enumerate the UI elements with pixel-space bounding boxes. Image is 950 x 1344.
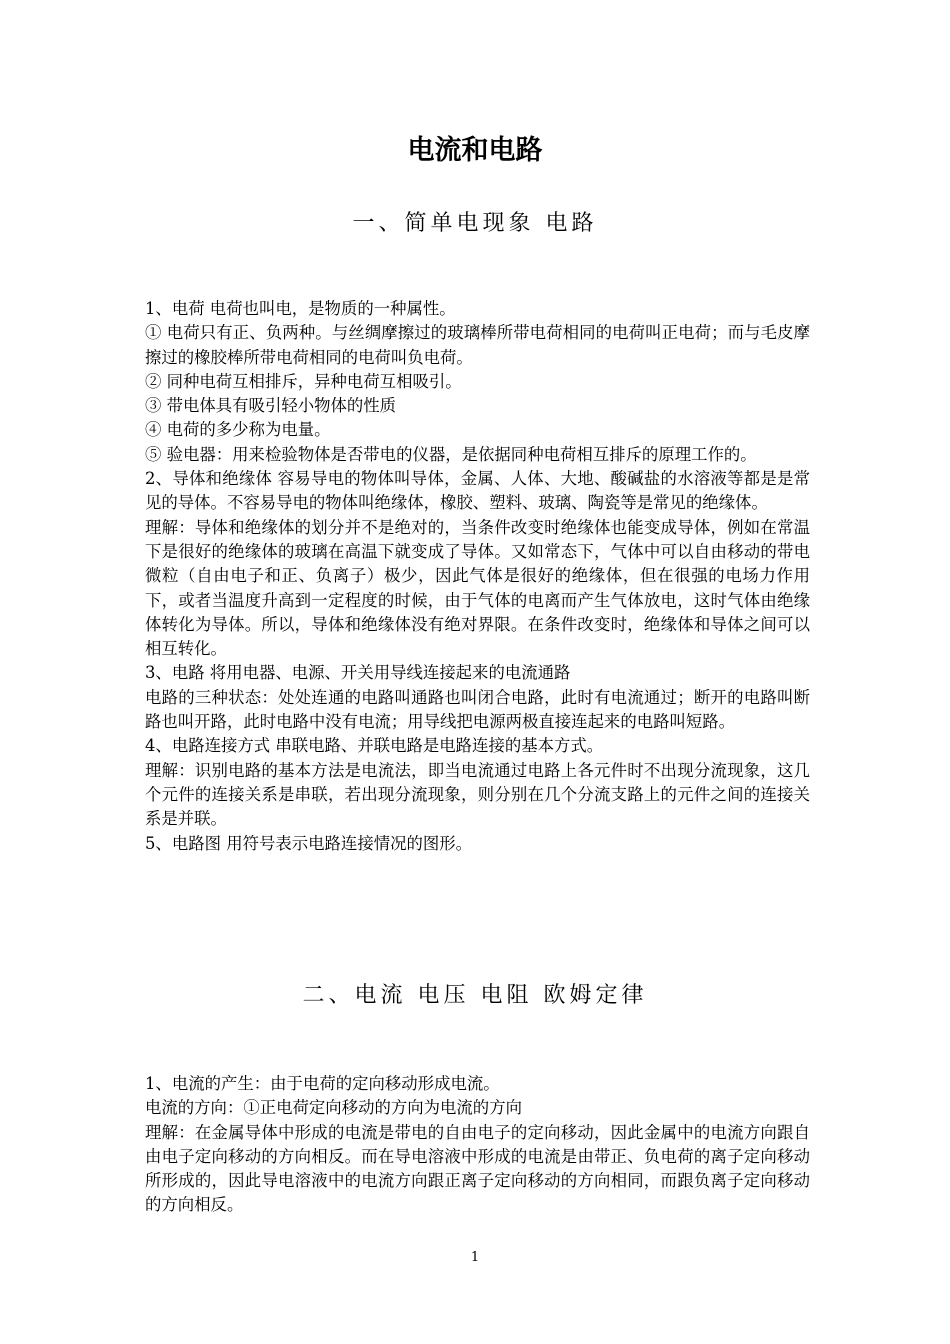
section-2-body <box>145 1072 810 1218</box>
paragraph-current-understanding: 理解：在金属导体中形成的电流是带电的自由电子的定向移动，因此金属中的电流方向跟自由电子定向移动的方向相反。而在导电溶液中形成的电流是由带正、负电荷的离子定向移动所形成的，因此导电溶液中的电流方向跟正离子定向移动的方向相同，而跟负离子定向移动的方向相反。 <box>145 1122 810 1215</box>
paragraph-conductor-understanding: 理解：导体和绝缘体的划分并不是绝对的，当条件改变时绝缘体也能变成导体，例如在常温下是很好的绝缘体的玻璃在高温下就变成了导体。又如常态下，气体中可以自由移动的带电微粒（自由电子和正、负离子）极少，因此气体是很好的绝缘体，但在很强的电场力作用下，或者当温度升高到一定程度的时候，由于气体的电离而产生气体放电，这时气体由绝缘体转化为导体。所以，导体和绝缘体没有绝对界限。在条件改变时，绝缘体和导体之间可以相互转化。 <box>145 517 810 659</box>
paragraph-conductors-insulators: 2、导体和绝缘体 容易导电的物体叫导体，金属、人体、大地、酸碱盐的水溶液等都是是常见的导体。不容易导电的物体叫绝缘体，橡胶、塑料、玻璃、陶瓷等是常见的绝缘体。 <box>145 469 810 513</box>
paragraph-current-direction: 电流的方向：①正电荷定向移动的方向为电流的方向 <box>145 1098 522 1118</box>
paragraph-charge-types: ① 电荷只有正、负两种。与丝绸摩擦过的玻璃棒所带电荷相同的电荷叫正电荷；而与毛皮摩擦过的橡胶棒所带电荷相同的电荷叫负电荷。 <box>145 323 810 367</box>
paragraph-connection-methods: 4、电路连接方式 串联电路、并联电路是电路连接的基本方式。 <box>145 736 604 756</box>
paragraph-charge-quantity: ④ 电荷的多少称为电量。 <box>145 420 331 440</box>
section-heading-2: 二、电流 电压 电阻 欧姆定律 <box>302 983 648 1008</box>
paragraph-charge-interaction: ② 同种电荷互相排斥，异种电荷互相吸引。 <box>145 371 462 391</box>
document-title: 电流和电路 <box>407 135 543 166</box>
section-1-body <box>145 297 810 856</box>
paragraph-circuit-states: 电路的三种状态：处处连通的电路叫通路也叫闭合电路，此时有电流通过；断开的电路叫断路也叫开路，此时电路中没有电流；用导线把电源两极直接连起来的电路叫短路。 <box>145 687 810 732</box>
section-heading-1: 一、简单电现象 电路 <box>352 211 598 236</box>
paragraph-connection-understanding: 理解：识别电路的基本方法是电流法，即当电流通过电路上各元件时不出现分流现象，这几个元件的连接关系是串联，若出现分流现象，则分别在几个分流支路上的元件之间的连接关系是并联。 <box>145 760 810 829</box>
paragraph-electroscope: ⑤ 验电器：用来检验物体是否带电的仪器，是依据同种电荷相互排斥的原理工作的。 <box>145 444 757 464</box>
paragraph-current-generation: 1、电流的产生：由于电荷的定向移动形成电流。 <box>145 1074 500 1093</box>
paragraph-circuit-diagram: 5、电路图 用符号表示电路连接情况的图形。 <box>145 833 473 853</box>
paragraph-charged-attraction: ③ 带电体具有吸引轻小物体的性质 <box>145 396 397 416</box>
paragraph-electric-charge: 1、电荷 电荷也叫电，是物质的一种属性。 <box>145 299 456 318</box>
page-number: 1 <box>470 1250 480 1265</box>
paragraph-circuit: 3、电路 将用电器、电源、开关用导线连接起来的电流通路 <box>145 663 571 683</box>
